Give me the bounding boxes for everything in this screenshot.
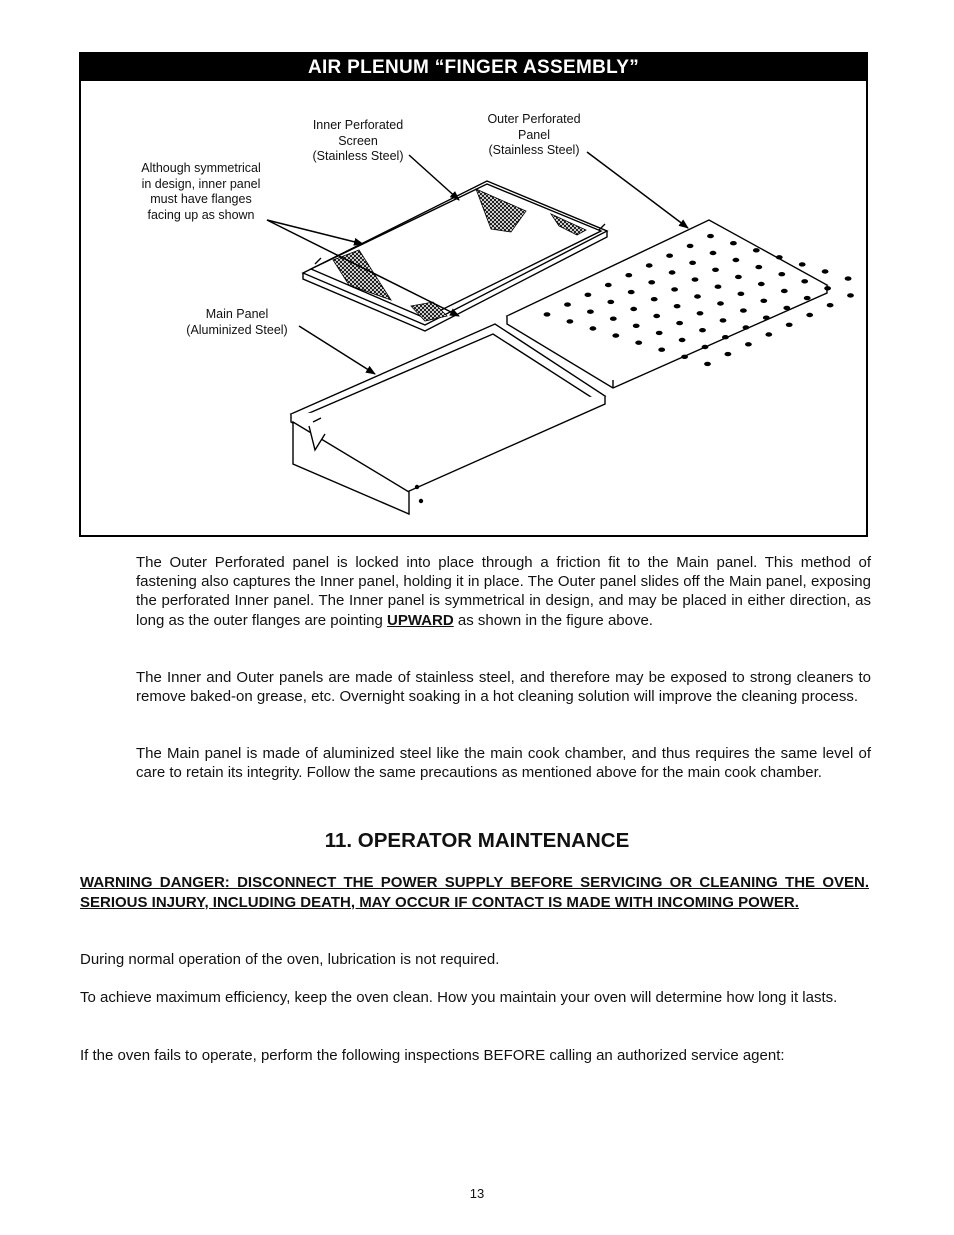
perforation-hole <box>801 279 808 283</box>
paragraph-friction-fit: The Outer Perforated panel is locked into place through a friction fit to the Main panel. This method of fastening also captures the Inner panel, holding it in place. The Outer panel slides off the Main panel, exposing the perforated Inner panel. The Inner panel is symmetrical in design, and may be placed in either direction, as long as the outer flanges are pointing UPWARD as shown in the figure above. <box>136 554 871 629</box>
perforation-hole <box>783 306 790 310</box>
perforation-hole <box>625 273 632 277</box>
perforation-hole <box>745 342 752 346</box>
perforation-hole <box>676 321 683 325</box>
perforation-hole <box>628 290 635 294</box>
perforation-hole <box>648 280 655 284</box>
perforation-hole <box>799 262 806 266</box>
perforation-hole <box>845 276 852 280</box>
perforation-hole <box>753 248 760 252</box>
perforation-hole <box>692 277 699 281</box>
perforation-hole <box>699 328 706 332</box>
paragraph-inspections: If the oven fails to operate, perform the following inspections BEFORE calling an authorized service agent: <box>80 1047 785 1064</box>
perforation-hole <box>778 272 785 276</box>
perforation-hole <box>781 289 788 293</box>
perforation-hole <box>681 355 688 359</box>
perforation-hole <box>730 241 737 245</box>
perforation-hole <box>758 282 765 286</box>
perforation-hole <box>760 299 767 303</box>
perforation-hole <box>587 310 594 314</box>
perforation-hole <box>786 323 793 327</box>
inner-screen-callout: Inner Perforated Screen (Stainless Steel) <box>312 118 404 163</box>
perforation-hole <box>646 263 653 267</box>
perforation-hole <box>743 325 750 329</box>
perforation-hole <box>658 348 665 352</box>
perforation-hole <box>702 345 709 349</box>
perforation-hole <box>847 293 854 297</box>
perforation-hole <box>717 301 724 305</box>
perforation-hole <box>633 324 640 328</box>
perforation-hole <box>720 318 727 322</box>
perforation-hole <box>765 332 772 336</box>
perforation-hole <box>653 314 660 318</box>
paragraph-maximum-efficiency: To achieve maximum efficiency, keep the oven clean. How you maintain your oven will determine how long it lasts. <box>80 989 838 1006</box>
perforation-hole <box>669 270 676 274</box>
paragraph-aluminized-steel: The Main panel is made of aluminized steel like the main cook chamber, and thus requires the same level of care to retain its integrity. Follow the same precautions as mentioned above for the main cook chamber. <box>136 745 871 782</box>
perforation-hole <box>697 311 704 315</box>
perforation-hole <box>544 312 551 316</box>
perforation-hole <box>656 331 663 335</box>
perforation-hole <box>630 307 637 311</box>
perforation-hole <box>590 326 597 330</box>
perforation-hole <box>610 317 617 321</box>
perforation-hole <box>671 287 678 291</box>
warning-label: WARNING DANGER <box>80 874 225 891</box>
outer-panel-callout: Outer Perforated Panel (Stainless Steel) <box>487 112 581 157</box>
figure-title: AIR PLENUM “FINGER ASSEMBLY” <box>81 54 866 81</box>
perforation-hole <box>687 244 694 248</box>
perforation-hole <box>740 308 747 312</box>
perforation-hole <box>824 286 831 290</box>
perforation-hole <box>725 352 732 356</box>
perforation-hole <box>704 362 711 366</box>
perforation-hole <box>776 255 783 259</box>
perforation-hole <box>715 285 722 289</box>
perforation-hole <box>694 294 701 298</box>
symmetrical-note-callout: Although symmetrical in design, inner panel must have flanges facing up as shown <box>141 161 261 222</box>
perforation-hole <box>607 300 614 304</box>
perforation-hole <box>635 341 642 345</box>
paragraph-stainless-steel: The Inner and Outer panels are made of stainless steel, and therefore may be exposed to strong cleaners to remove baked-on grease, etc. Overnight soaking in a hot cleaning solution will improve the cleaning process. <box>136 669 871 706</box>
perforation-hole <box>822 269 829 273</box>
section-heading: 11. OPERATOR MAINTENANCE <box>324 829 630 852</box>
perforation-hole <box>827 303 834 307</box>
perforation-hole <box>738 292 745 296</box>
perforation-hole <box>755 265 762 269</box>
perforation-hole <box>763 316 770 320</box>
perforation-hole <box>712 268 719 272</box>
warning-text: DISCONNECT THE POWER SUPPLY BEFORE SERVICING OR CLEANING THE OVEN. SERIOUS INJURY, INCLUDING DEATH, MAY OCCUR IF CONTACT IS MADE WITH INCOMING POWER. <box>80 874 869 911</box>
perforation-hole <box>666 254 673 258</box>
main-panel-callout: Main Panel (Aluminized Steel) <box>186 307 288 337</box>
perforation-hole <box>710 251 717 255</box>
perforation-hole <box>804 296 811 300</box>
perforation-hole <box>567 319 574 323</box>
paragraph-lubrication: During normal operation of the oven, lubrication is not required. <box>80 951 500 968</box>
perforation-hole <box>689 261 696 265</box>
perforation-hole <box>733 258 740 262</box>
perforation-hole <box>806 313 813 317</box>
warning-block: WARNING DANGER: DISCONNECT THE POWER SUPPLY BEFORE SERVICING OR CLEANING THE OVEN. SERIOUS INJURY, INCLUDING DEATH, MAY OCCUR IF CONTACT IS MADE WITH INCOMING POWER. <box>80 874 869 911</box>
perforation-hole <box>707 234 714 238</box>
perforation-hole <box>679 338 686 342</box>
perforation-hole <box>564 302 571 306</box>
upward-emphasis: UPWARD <box>387 611 454 629</box>
perforation-hole <box>585 293 592 297</box>
page-number: 13 <box>469 1186 485 1201</box>
perforation-hole <box>612 333 619 337</box>
perforation-hole <box>735 275 742 279</box>
perforation-hole <box>674 304 681 308</box>
perforation-hole <box>722 335 729 339</box>
perforation-hole <box>605 283 612 287</box>
figure-box <box>79 52 868 537</box>
perforation-hole <box>651 297 658 301</box>
